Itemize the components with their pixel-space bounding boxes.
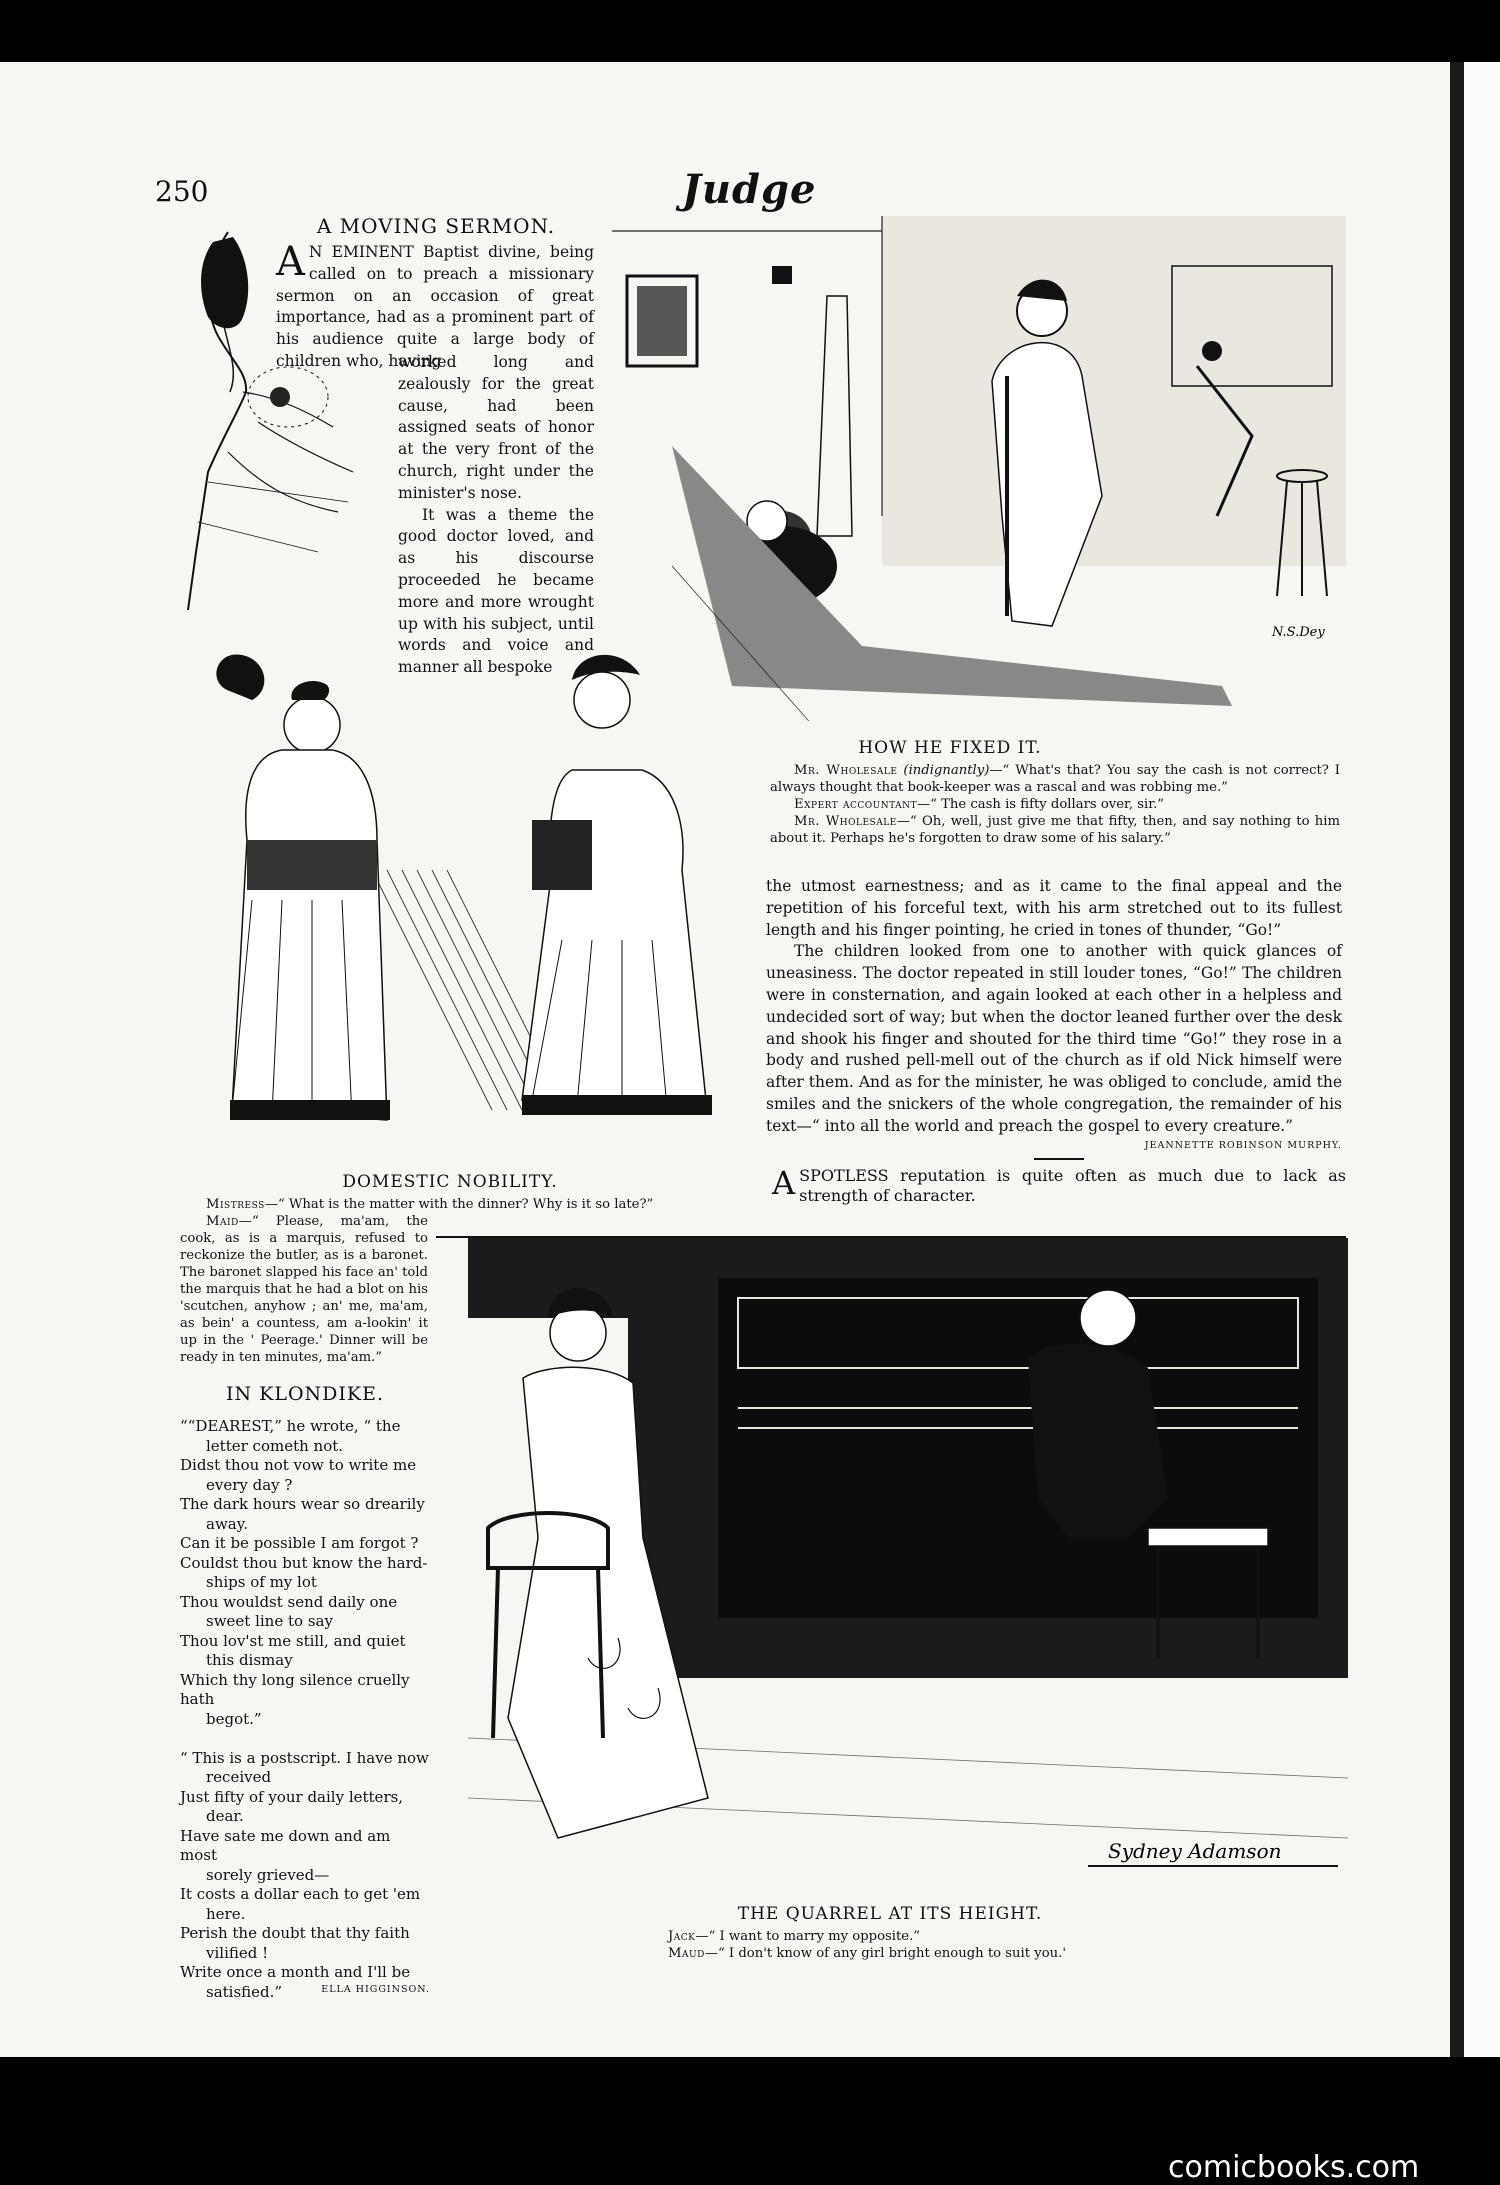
quarrel-title: THE QUARREL AT ITS HEIGHT. [737, 1904, 1043, 1924]
quarrel-line-2 [668, 1945, 1268, 1962]
sermon-drop-cap: A [276, 239, 305, 285]
page-number: 250 [155, 175, 209, 208]
line-text: —“ What's that? You say the cash is not correct? I always thought that book-keeper was a rascal and was robbing me.” [770, 763, 1340, 795]
poem-line: satisfied.” [206, 1982, 283, 2001]
sermon-title: A MOVING SERMON. [316, 214, 556, 238]
how-fixed-title: HOW HE FIXED IT. [858, 738, 1042, 758]
poem-line: letter cometh not. [206, 1436, 344, 1455]
how-fixed-line-2 [770, 796, 1340, 813]
page-spine [1450, 62, 1464, 2057]
stage-direction: (indignantly) [903, 763, 990, 778]
poem-line: It costs a dollar each to get 'em [180, 1885, 421, 1903]
poem-line: this dismay [206, 1651, 293, 1669]
poem-line: Have sate me down and am most [180, 1826, 391, 1864]
klondike-byline: ELLA HIGGINSON. [321, 1984, 430, 1995]
speaker-mr-wholesale: Mr. Wholesale [794, 814, 897, 829]
spotless-drop-cap: A [772, 1164, 796, 1202]
line-text: —“ What is the matter with the dinner? Why is it so late?” [264, 1197, 654, 1212]
speaker-maid: Maid [206, 1214, 239, 1229]
klondike-title: IN KLONDIKE. [225, 1383, 385, 1405]
domestic-line-2 [180, 1213, 428, 1366]
masthead: Judge [682, 166, 817, 213]
klondike-poem [180, 1417, 430, 2002]
sermon-column-text-2: It was a theme the good doctor loved, and as his discourse proceeded he became more and more wrought up with his subject, until words and voice and manner all bespoke [398, 505, 594, 677]
sermon-column-text: worked long and zealously for the great cause, had been assigned seats of honor at the very front of the church, right under the minister's nose. [398, 353, 594, 502]
domestic-title: DOMESTIC NOBILITY. [342, 1172, 558, 1192]
speaker-jack: Jack [668, 1929, 696, 1944]
poem-line: Can it be possible I am forgot ? [180, 1534, 419, 1552]
speaker-mr-wholesale: Mr. Wholesale [794, 763, 898, 778]
office-scene-signature: N.S.Dey [1272, 625, 1325, 640]
poem-line: The dark hours wear so drearily [180, 1495, 425, 1513]
poem-line: here. [206, 1904, 246, 1923]
line-text: —“ I want to marry my opposite.” [695, 1929, 921, 1944]
speaker-mistress: Mistress [206, 1197, 265, 1212]
poem-line: Thou wouldst send daily one [180, 1592, 398, 1611]
divider-rule [1034, 1158, 1084, 1160]
poem-line: dear. [206, 1807, 244, 1825]
poem-line: Just fifty of your daily letters, [180, 1787, 404, 1806]
line-text: —“ Oh, well, just give me that fifty, then, and say nothing to him about it. Perhaps he's forgotten to draw some of his salary.” [770, 814, 1341, 846]
line-text: —“ The cash is fifty dollars over, sir.” [916, 797, 1165, 812]
poem-line: every day ? [206, 1475, 293, 1494]
poem-line: received [206, 1768, 272, 1786]
sermon-lead-text: N EMINENT Baptist divine, being called on to preach a missionary sermon on an occasion of great importance, had as a prominent part of his audience quite a large body of children who, having [276, 243, 594, 370]
poem-line: Didst thou not vow to write me [180, 1456, 417, 1474]
poem-line: Write once a month and I'll be [180, 1963, 411, 1981]
spotless-text: SPOTLESS reputation is quite often as much due to lack as strength of character. [799, 1166, 1346, 1205]
poem-line: ““DEAREST,” he wrote, “ the [180, 1417, 401, 1435]
quarrel-line-1 [668, 1928, 1268, 1945]
poem-line [180, 1729, 430, 1749]
poem-line: sweet line to say [206, 1612, 333, 1630]
poem-line: ships of my lot [206, 1573, 317, 1591]
sermon-continuation: the utmost earnestness; and as it came to the final appeal and the repetition of his forceful text, with his arm stretched out to its fullest length and his finger pointing, he cried in tones of thunder, “Go!” [766, 877, 1342, 939]
poem-line: begot.” [206, 1709, 262, 1728]
poem-line: Couldst thou but know the hard- [180, 1553, 428, 1572]
how-fixed-line-3 [770, 813, 1340, 847]
poem-line: Thou lov'st me still, and quiet [180, 1631, 406, 1650]
parlor-signature: Sydney Adamson [1108, 1839, 1282, 1863]
domestic-line-1 [180, 1196, 700, 1213]
how-fixed-line-1 [770, 762, 1340, 796]
mistress-and-maid-illustration [152, 640, 752, 1170]
sermon-continuation-2: The children looked from one to another with quick glances of uneasiness. The doctor repeated in still louder tones, “Go!” The children were in consternation, and again looked at each other in a helpless and undecided sort of way; but when the doctor leaned further over the desk and shook his finger and shouted for the third time “Go!” they rose in a body and rushed pell-mell out of the church as if old Nick himself were after them. And as for the minister, he was obliged to conclude, amid the smiles and the snickers of the whole congregation, the remainder of his text—“ into all the world and preach the gospel to every creature.” [766, 942, 1342, 1135]
poem-line: Which thy long silence cruelly hath [180, 1670, 410, 1708]
line-text: —“ Please, ma'am, the cook, as is a marquis, refused to reckonize the butler, as is a baronet. The baronet slapped his face an' told the marquis that he had a blot on his 'scutchen, anyhow ; an' me, ma'am, as bein' a countess, am a-lookin' it up in the ' Peerage.' Dinner will be ready in ten minutes, ma'am.” [180, 1214, 428, 1365]
spotless-paragraph [772, 1166, 1346, 1206]
watermark-text: comicbooks.com [1168, 2150, 1420, 2185]
sermon-byline: JEANNETTE ROBINSON MURPHY. [1144, 1139, 1342, 1151]
poem-line: “ This is a postscript. I have now [180, 1748, 429, 1767]
parlor-piano-illustration [468, 1238, 1348, 1898]
poem-line: sorely grieved— [206, 1865, 330, 1884]
line-text: —“ I don't know of any girl bright enough to suit you.' [704, 1946, 1066, 1961]
poem-line: away. [206, 1514, 248, 1533]
poem-line: Perish the doubt that thy faith [180, 1924, 410, 1942]
poem-line: vilified ! [206, 1943, 269, 1962]
speaker-expert-accountant: Expert accountant [794, 797, 917, 812]
next-page-edge [1464, 62, 1500, 2057]
speaker-maud: Maud [668, 1946, 705, 1961]
